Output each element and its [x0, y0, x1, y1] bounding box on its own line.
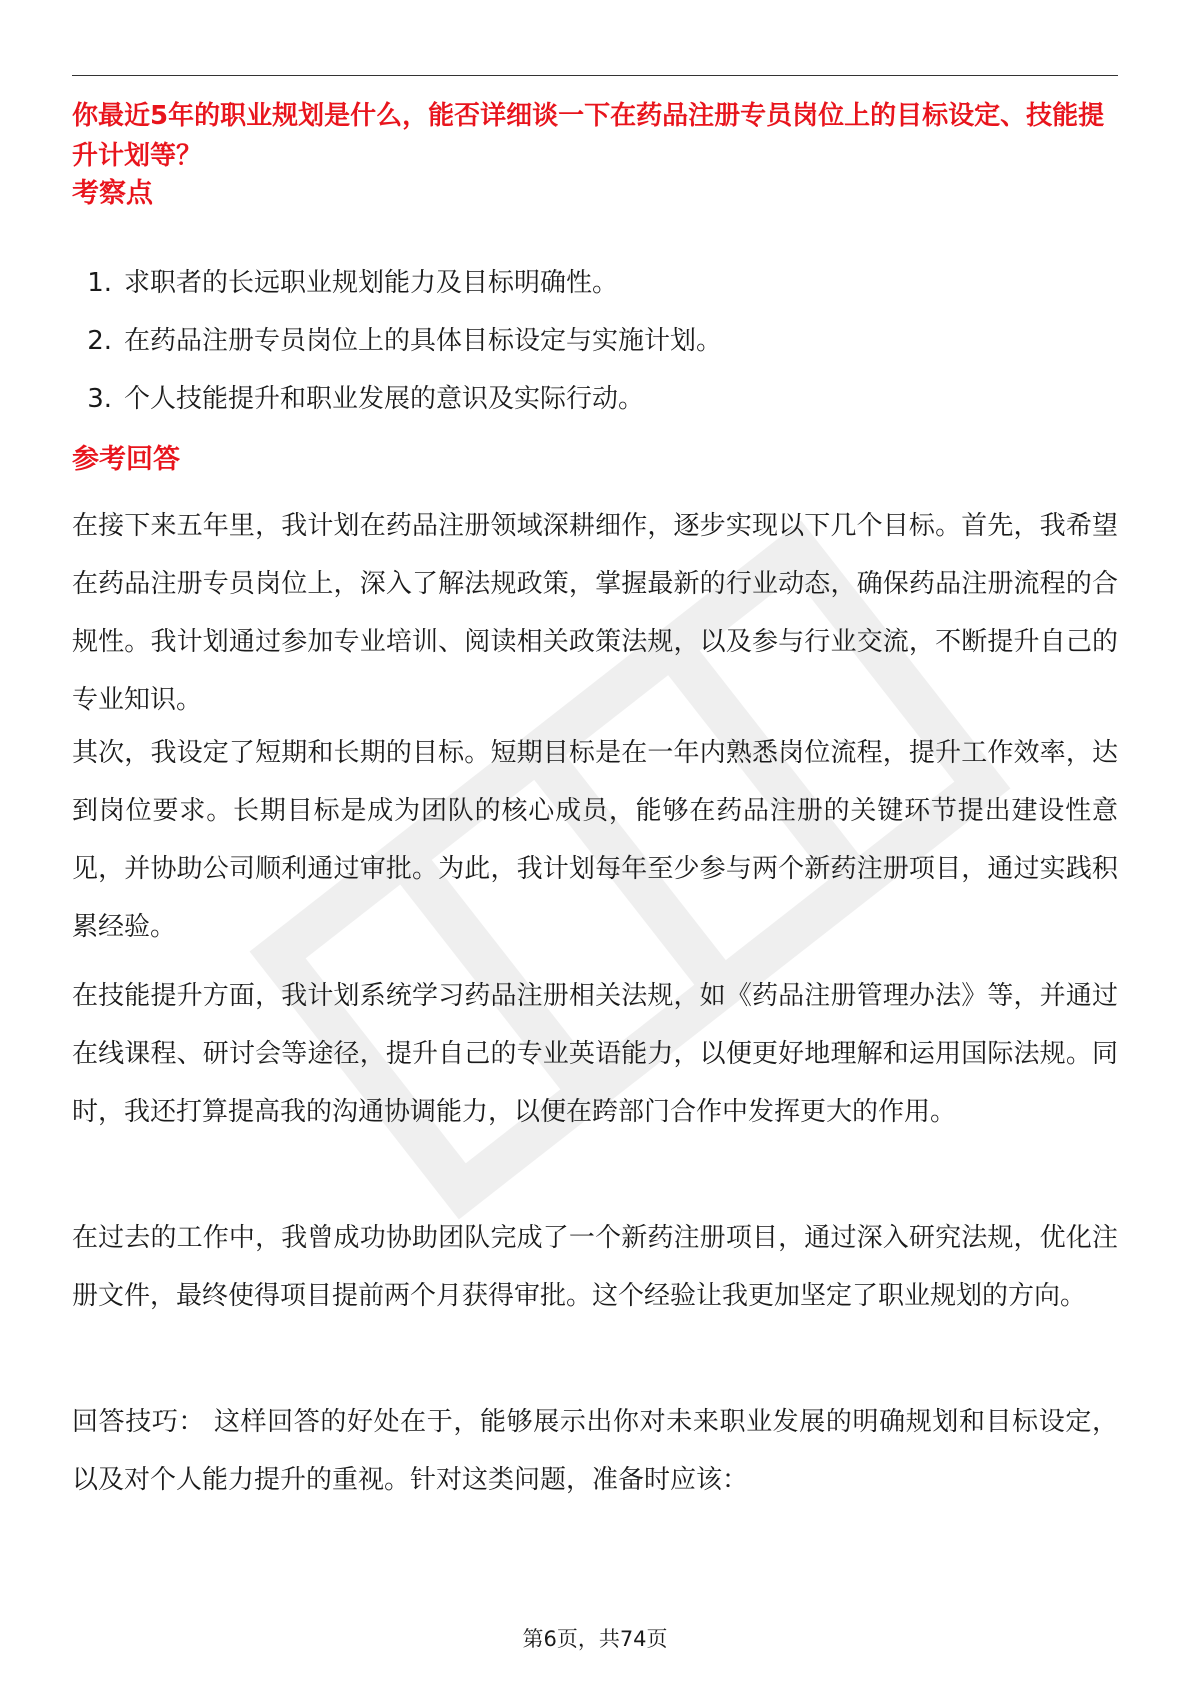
answer-heading: 参考回答: [72, 444, 180, 475]
answer-paragraph: 在技能提升方面，我计划系统学习药品注册相关法规，如《药品注册管理办法》等，并通过在线课程、研讨会等途径，提升自己的专业英语能力，以便更好地理解和运用国际法规。同时，我还打算提高我的沟通协调能力，以便在跨部门合作中发挥更大的作用。: [72, 981, 1118, 1127]
list-item-text: 在药品注册专员岗位上的具体目标设定与实施计划。: [124, 326, 723, 356]
answer-paragraph: 在过去的工作中，我曾成功协助团队完成了一个新药注册项目，通过深入研究法规，优化注册文件，最终使得项目提前两个月获得审批。这个经验让我更加坚定了职业规划的方向。: [72, 1223, 1118, 1311]
list-item-number: 3.: [87, 384, 112, 414]
answer-tips-paragraph: 回答技巧： 这样回答的好处在于，能够展示出你对未来职业发展的明确规划和目标设定，以及对个人能力提升的重视。针对这类问题，准备时应该：: [72, 1407, 1118, 1495]
answer-paragraph: 其次，我设定了短期和长期的目标。短期目标是在一年内熟悉岗位流程，提升工作效率，达到岗位要求。长期目标是成为团队的核心成员，能够在药品注册的关键环节提出建设性意见，并协助公司顺利通过审批。为此，我计划每年至少参与两个新药注册项目，通过实践积累经验。: [72, 738, 1118, 942]
list-item-number: 2.: [87, 326, 112, 356]
list-item: [72, 264, 1118, 302]
page-number-footer: 第6页，共74页: [522, 1627, 668, 1651]
list-item-text: 求职者的长远职业规划能力及目标明确性。: [124, 268, 619, 298]
list-item-text: 个人技能提升和职业发展的意识及实际行动。: [124, 384, 645, 414]
list-item: [72, 322, 1118, 360]
list-item: [72, 380, 1118, 418]
answer-paragraph: 在接下来五年里，我计划在药品注册领域深耕细作，逐步实现以下几个目标。首先，我希望在药品注册专员岗位上，深入了解法规政策，掌握最新的行业动态，确保药品注册流程的合规性。我计划通过参加专业培训、阅读相关政策法规，以及参与行业交流，不断提升自己的专业知识。: [72, 511, 1118, 715]
top-divider: [72, 75, 1118, 76]
key-points-list: [72, 264, 1118, 438]
question-title: 你最近5年的职业规划是什么，能否详细谈一下在药品注册专员岗位上的目标设定、技能提升计划等？: [72, 101, 1105, 171]
key-points-heading: 考察点: [72, 178, 153, 209]
list-item-number: 1.: [87, 268, 112, 298]
